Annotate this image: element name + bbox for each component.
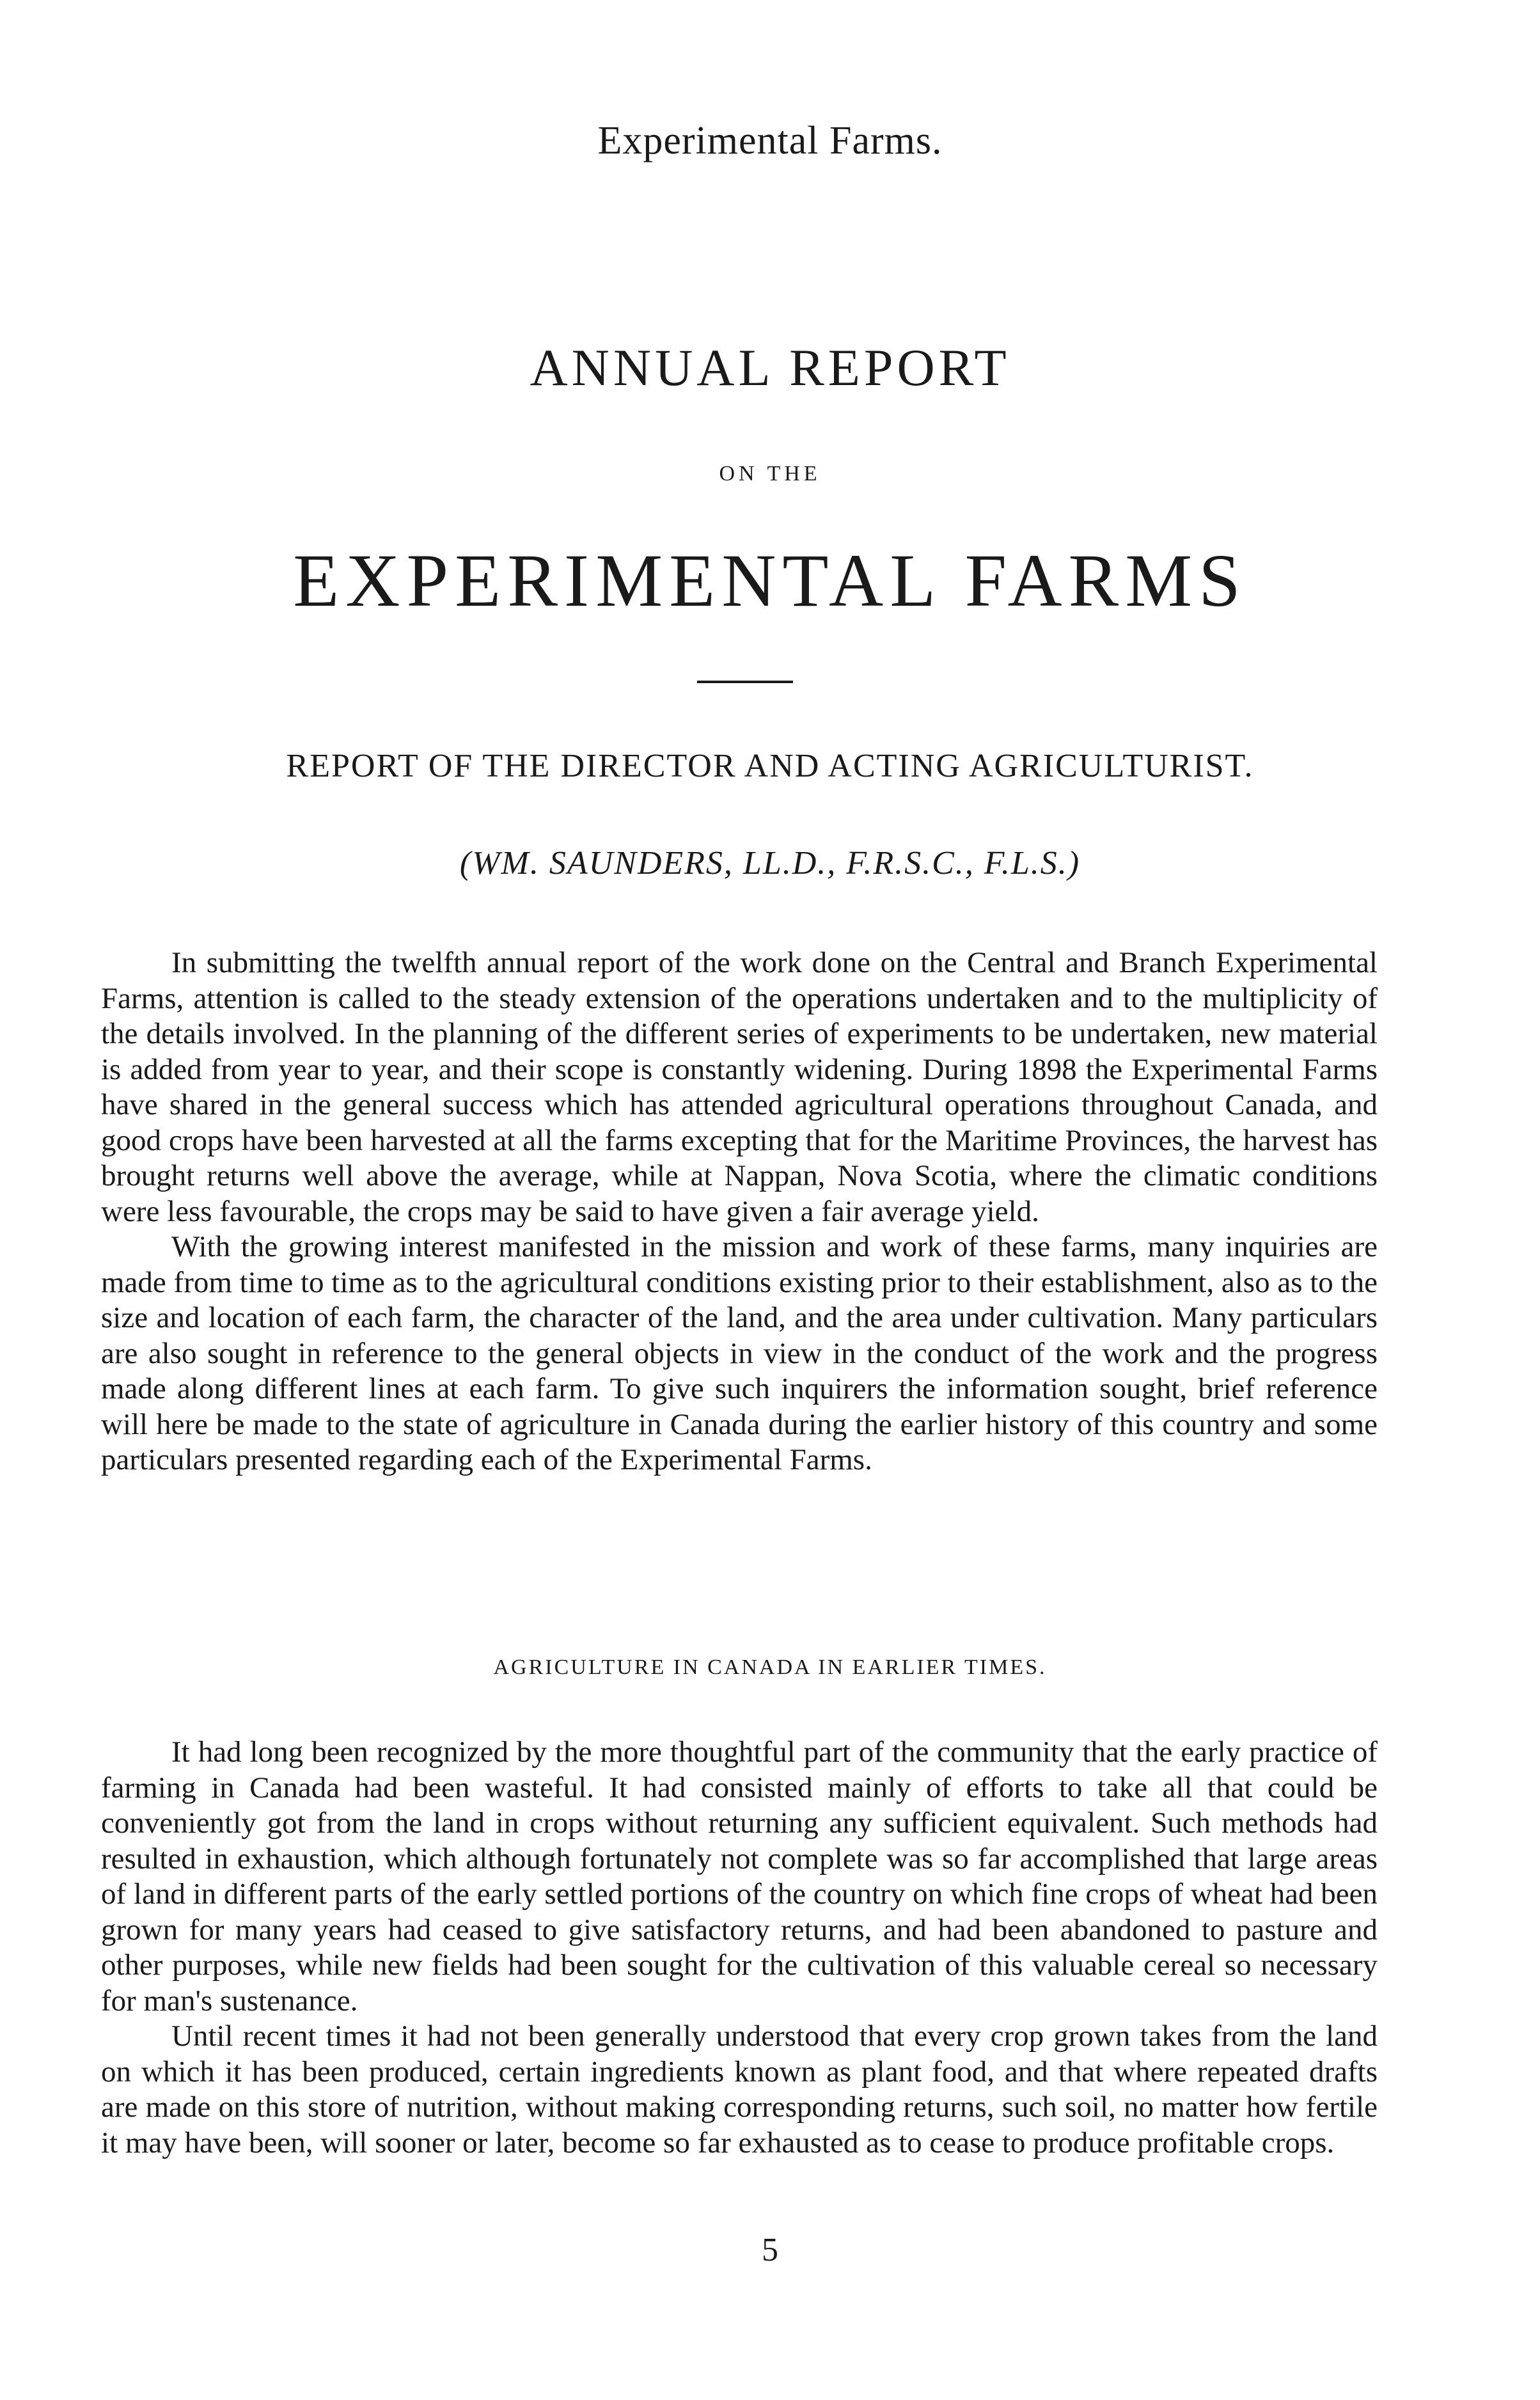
page-number: 5 [762, 2232, 778, 2268]
title-experimental-farms: EXPERIMENTAL FARMS [293, 539, 1247, 622]
section-text [101, 1735, 1378, 2161]
title-rule [697, 681, 793, 683]
section-heading: AGRICULTURE IN CANADA IN EARLIER TIMES. [493, 1655, 1047, 1679]
section-paragraph: Until recent times it had not been generally understood that every crop grown takes from the land on which it has been produced, certain ingredients known as plant food, and that where repeated drafts are made on this store of nutrition, without making corresponding returns, such soil, no matter how fertile it may have been, will sooner or later, become so far exhausted as to cease to produce profitable crops. [101, 2019, 1378, 2159]
intro-paragraph: With the growing interest manifested in the mission and work of these farms, many inquiries are made from time to time as to the agricultural conditions existing prior to their establishment, also as to the size and location of each farm, the character of the land, and the area under cultivation. Many particulars are also sought in reference to the general objects in view in the conduct of the work and the progress made along different lines at each farm. To give such inquirers the information sought, brief reference will here be made to the state of agriculture in Canada during the earlier history of this country and some particulars presented regarding each of the Experimental Farms. [101, 1230, 1378, 1476]
title-on-the: ON THE [719, 462, 821, 486]
running-head: Experimental Farms. [597, 119, 943, 162]
intro-paragraph: In submitting the twelfth annual report of the work done on the Central and Branch Experimental Farms, attention is called to the steady extension of the operations undertaken and to the multiplicity of the details involved. In the planning of the different series of experiments to be undertaken, new material is added from year to year, and their scope is constantly widening. During 1898 the Experimental Farms have shared in the general success which has attended agricultural operations throughout Canada, and good crops have been harvested at all the farms excepting that for the Maritime Provinces, the harvest has brought returns well above the average, while at Nappan, Nova Scotia, where the climatic conditions were less favourable, the crops may be said to have given a fair average yield. [101, 946, 1378, 1228]
report-subtitle: REPORT OF THE DIRECTOR AND ACTING AGRICULTURIST. [286, 748, 1254, 784]
author-line: (WM. SAUNDERS, LL.D., F.R.S.C., F.L.S.) [459, 845, 1081, 881]
intro-text [101, 945, 1378, 1478]
section-paragraph: It had long been recognized by the more thoughtful part of the community that the early practice of farming in Canada had been wasteful. It had consisted mainly of efforts to take all that could be conveniently got from the land in crops without returning any sufficient equivalent. Such methods had resulted in exhaustion, which although fortunately not complete was so far accomplished that large areas of land in different parts of the early settled portions of the country on which fine crops of wheat had been grown for many years had ceased to give satisfactory returns, and had been abandoned to pasture and other purposes, while new fields had been sought for the cultivation of this valuable cereal so necessary for man's sustenance. [101, 1735, 1378, 2017]
title-annual-report: ANNUAL REPORT [530, 338, 1010, 397]
